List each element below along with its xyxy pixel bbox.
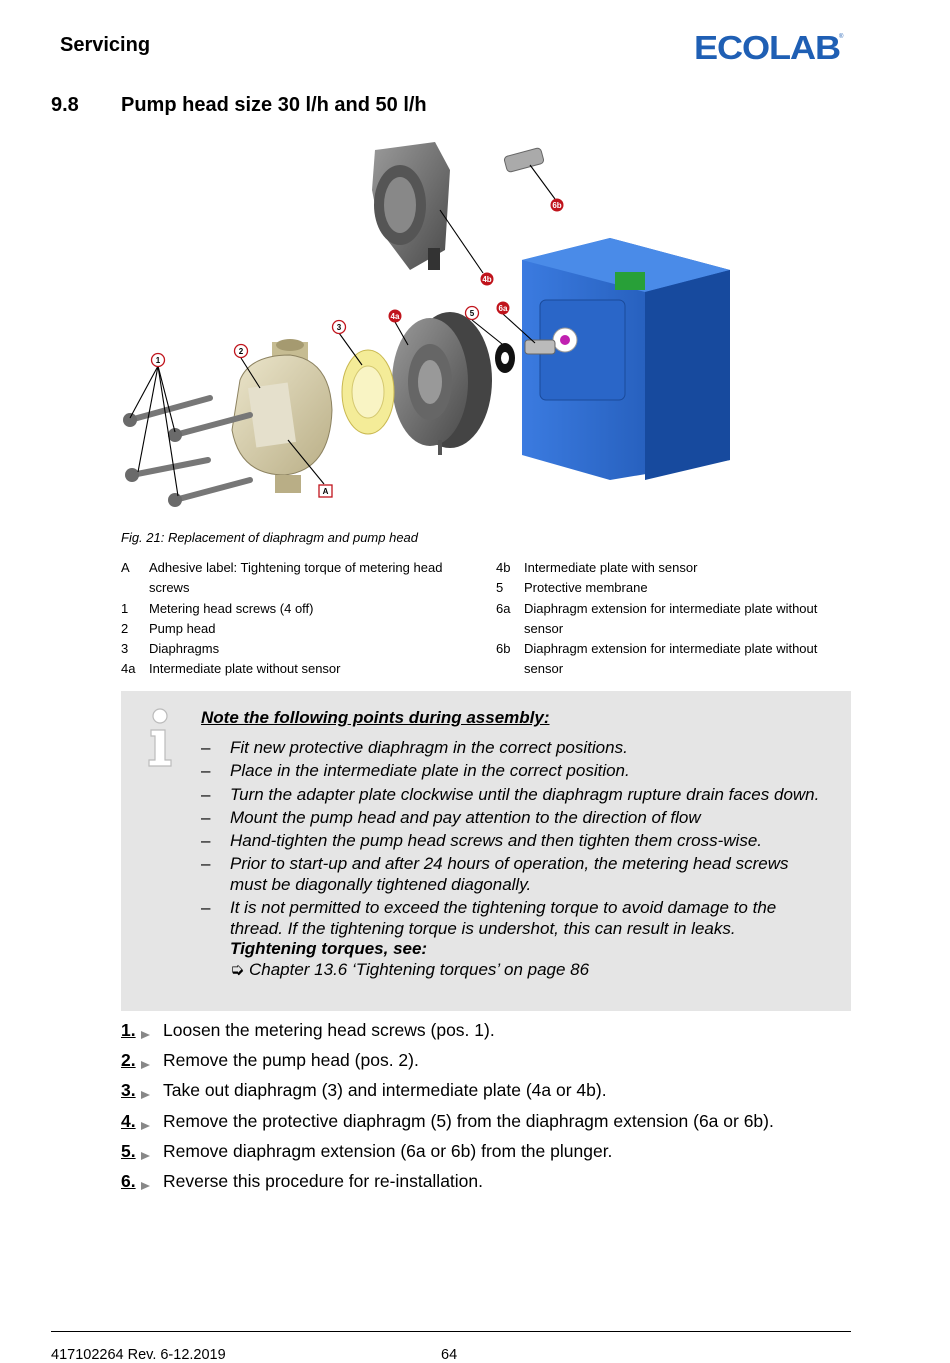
note-title: Note the following points during assembly: [201,708,550,727]
note-item: – Hand-tighten the pump head screws and then tighten them cross-wise. [201,831,763,851]
exploded-view-figure [110,130,750,520]
legend-item: 2 Pump head [121,620,216,636]
section-title: Pump head size 30 l/h and 50 l/h [121,94,427,116]
step-list [121,1020,861,1201]
step-item: 5. Remove diaphragm extension (6a or 6b) from the plunger. [121,1140,613,1161]
figure-caption: Fig. 21: Replacement of diaphragm and pump head [121,530,419,545]
metering-head-screws [130,398,250,500]
legend-left [121,558,461,680]
callout-3 [333,321,346,334]
callout-1 [152,354,165,367]
intermediate-plate-without-sensor [392,312,492,455]
section-number: 9.8 [51,94,79,116]
legend-right [496,558,836,680]
step-item: 3. Take out diaphragm (3) and intermediate plate (4a or 4b). [121,1080,607,1101]
legend-item: 6a Diaphragm extension for intermediate plate without sensor [496,600,818,636]
callout-A [319,485,332,497]
step-arrow-icon [141,1059,155,1071]
diaphragm-extension-6b [504,147,545,172]
note-item: – It is not permitted to exceed the tightening torque to avoid damage to the thread. If the tightening torque is undershot, this can result in leaks. Tightening torques, see: ➭ Chapter 13.6 ‘Tightening torques’ on page 86 [201,898,821,980]
pump-drive-housing [522,238,730,480]
note-item: – Place in the intermediate plate in the correct position. [201,761,630,781]
legend-item: 4b Intermediate plate with sensor [496,560,698,575]
step-item: 6. Reverse this procedure for re-installation. [121,1170,484,1191]
ecolab-logo [694,28,844,64]
callout-5 [466,307,479,320]
step-arrow-icon [141,1180,155,1192]
svg-text:4a: 4a [390,312,400,321]
legend-item: 3 Diaphragms [121,641,220,657]
callout-6b [551,199,564,212]
svg-text:6b: 6b [552,201,562,210]
step-arrow-icon [141,1150,155,1162]
callout-4b [481,273,494,286]
info-icon [145,708,179,768]
svg-text:®: ® [839,34,844,40]
arrow-icon: ➭ [230,959,249,979]
step-arrow-icon [141,1089,155,1101]
legend-item: 1 Metering head screws (4 off) [121,600,314,616]
diaphragm [342,350,394,434]
legend-item: 6b Diaphragm extension for intermediate plate without sensor [496,641,818,677]
svg-text:4b: 4b [482,275,492,284]
svg-text:3: 3 [336,323,342,332]
step-arrow-icon [141,1029,155,1041]
svg-text:1: 1 [155,356,161,365]
svg-text:5: 5 [469,309,475,318]
chapter-link[interactable]: ➭ Chapter 13.6 ‘Tightening torques’ on page 86 [230,959,590,979]
header-title: Servicing [60,34,151,56]
callout-2 [235,345,248,358]
step-item: 2. Remove the pump head (pos. 2). [121,1050,419,1071]
step-item: 4. Remove the protective diaphragm (5) from the diaphragm extension (6a or 6b). [121,1110,774,1131]
footer-rule [51,1331,851,1332]
note-item: – Fit new protective diaphragm in the correct positions. [201,738,628,757]
page-number: 64 [441,1347,458,1363]
torque-label: Tightening torques, see: [230,939,428,959]
callout-6a [497,302,510,315]
note-item: – Prior to start-up and after 24 hours of operation, the metering head screws must be diagonally tightened diagonally. [201,854,789,894]
diaphragm-extension-6a [525,340,555,354]
intermediate-plate-with-sensor [372,142,450,270]
note-item: – Mount the pump head and pay attention to the direction of flow [201,807,701,827]
step-item: 1. Loosen the metering head screws (pos. 1). [121,1020,495,1040]
legend-item: 4a Intermediate plate without sensor [121,661,341,677]
legend-item: 5 Protective membrane [496,580,648,596]
note-list [201,738,821,983]
legend-item: A Adhesive label: Tightening torque of metering head screws [121,560,443,596]
note-item: – Turn the adapter plate clockwise until the diaphragm rupture drain faces down. [201,784,820,804]
callout-4a [389,310,402,323]
step-arrow-icon [141,1120,155,1132]
svg-text:6a: 6a [498,304,508,313]
svg-text:A: A [322,487,329,496]
svg-text:2: 2 [238,347,244,356]
footer-doc-number: 417102264 Rev. 6-12.2019 [51,1347,226,1363]
logo-text: ECOLAB [694,29,841,64]
